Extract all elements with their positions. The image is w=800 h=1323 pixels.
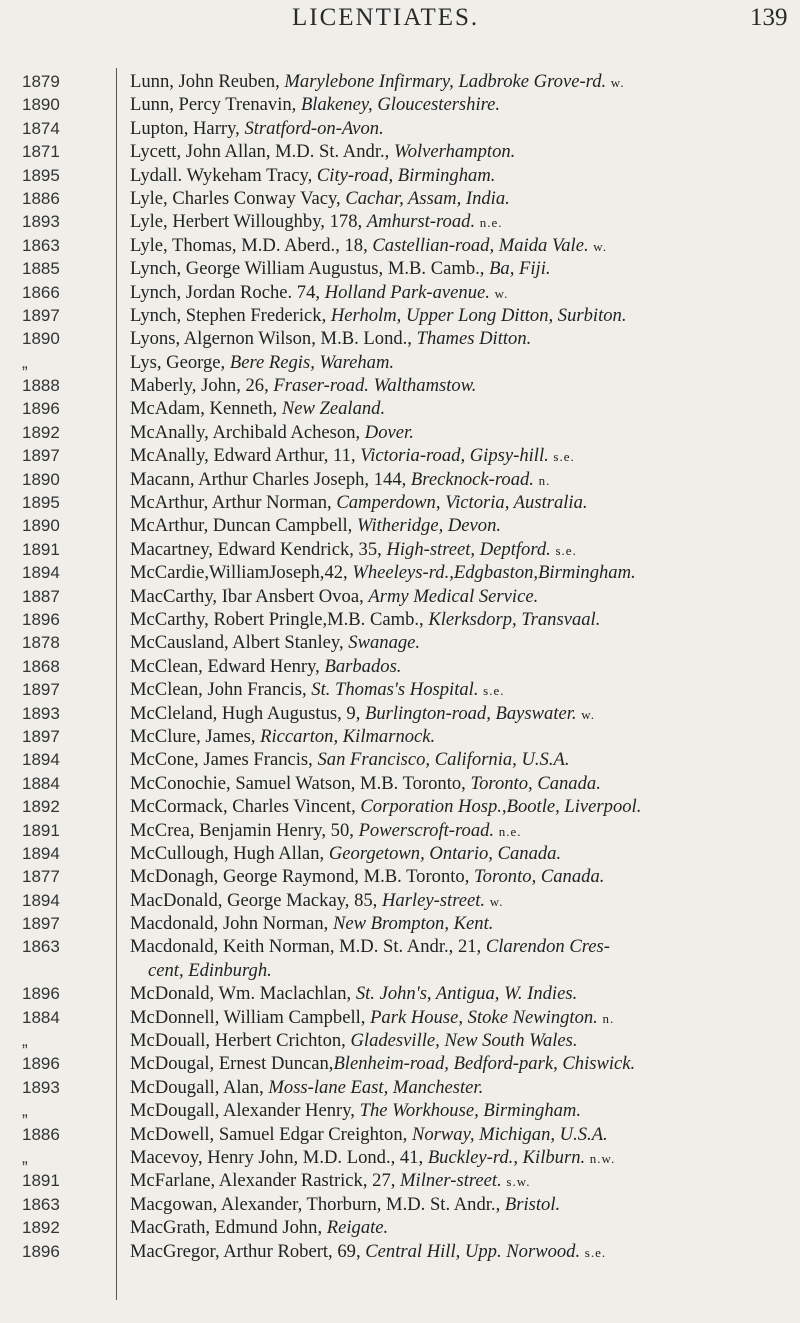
year-label: 1892 (22, 797, 60, 817)
entry-name: McClure, James, (130, 725, 261, 747)
list-item (130, 865, 792, 888)
entry-name: Maberly, John, 26, (130, 375, 274, 397)
list-item (130, 93, 792, 116)
entry-name: MacGrath, Edmund John, (130, 1217, 327, 1239)
entry-place: cent, Edinburgh. (148, 959, 272, 981)
list-item (130, 187, 792, 210)
list-item (130, 491, 792, 514)
entry-name: Lynch, George William Augustus, M.B. Camb., (130, 258, 490, 280)
entry-place: New Brompton, Kent. (332, 913, 494, 935)
list-item (130, 655, 792, 678)
entry-name: Lyle, Charles Conway Vacy, (130, 187, 346, 209)
list-item (130, 257, 792, 280)
list-item (130, 1052, 792, 1075)
entry-name: MacGregor, Arthur Robert, 69, (130, 1240, 366, 1262)
year-label: 1893 (22, 703, 60, 723)
entry-place: Toronto, Canada. (470, 772, 601, 794)
list-item (130, 585, 792, 608)
entry-place: Barbados. (324, 655, 402, 677)
entry-name: McAnally, Archibald Acheson, (130, 421, 365, 443)
entry-name: McArthur, Arthur Norman, (130, 492, 337, 514)
list-item (130, 608, 792, 631)
entry-name: Macdonald, John Norman, (130, 913, 333, 935)
list-item (130, 1216, 792, 1239)
entry-district: s.e. (553, 449, 575, 465)
entry-place: Powerscroft-road. (358, 819, 495, 841)
entry-place: Reigate. (326, 1217, 389, 1239)
entry-district: w. (610, 75, 625, 90)
entry-name: McAnally, Edward Arthur, 11, (130, 445, 361, 467)
entry-name: McClean, Edward Henry, (130, 655, 325, 677)
entry-place: Milner-street. (400, 1170, 502, 1192)
entry-name: Macann, Arthur Charles Joseph, 144, (130, 468, 411, 490)
year-label: 1863 (22, 937, 60, 957)
year-label: 1890 (22, 95, 60, 115)
list-item (130, 444, 792, 467)
entry-place: Burlington-road, Bayswater. (365, 702, 577, 724)
list-item (130, 538, 792, 561)
entry-place: Toronto, Canada. (474, 866, 605, 888)
entry-place: San Francisco, California, U.S.A. (317, 749, 570, 771)
year-label: 1868 (22, 656, 60, 676)
entry-place: Corporation Hosp.,Bootle, Liverpool. (360, 796, 642, 818)
year-label: 1884 (22, 773, 60, 793)
entry-name: McCullough, Hugh Allan, (130, 842, 329, 864)
year-label: 1897 (22, 680, 60, 700)
year-label: 1894 (22, 890, 60, 910)
entry-name: Lynch, Stephen Frederick, (130, 304, 331, 326)
year-label: 1890 (22, 329, 60, 349)
year-label: 1895 (22, 165, 60, 185)
entry-place: Park House, Stoke Newington. (370, 1006, 598, 1028)
entry-place: Wheeleys-rd.,Edgbaston,Birmingham. (352, 562, 636, 584)
list-item (130, 795, 792, 818)
entry-place: St. John's, Antigua, W. Indies. (355, 983, 578, 1005)
year-label: 1894 (22, 563, 60, 583)
entry-name: Lyle, Herbert Willoughby, 178, (130, 211, 367, 233)
year-label: 1863 (22, 235, 60, 255)
entry-place: Herholm, Upper Long Ditton, Surbiton. (330, 304, 627, 326)
entry-place: Blenheim-road, Bedford-park, Chiswick. (333, 1053, 636, 1075)
list-item (130, 1193, 792, 1216)
list-item (130, 748, 792, 771)
entry-name: Lys, George, (130, 351, 230, 373)
entry-place: Bere Regis, Wareham. (229, 351, 395, 373)
entry-name: McDougall, Alan, (130, 1076, 269, 1098)
column-rule (116, 68, 117, 1300)
entry-place: Wolverhampton. (393, 141, 516, 163)
year-label: 1896 (22, 1054, 60, 1074)
entry-name: McCleland, Hugh Augustus, 9, (130, 702, 365, 724)
entry-name: Lyons, Algernon Wilson, M.B. Lond., (130, 328, 417, 350)
entry-place: Victoria-road, Gipsy-hill. (360, 445, 549, 467)
entry-place: Blakeney, Gloucestershire. (300, 94, 501, 116)
year-label: 1891 (22, 1171, 60, 1191)
entry-name: McCardie,WilliamJoseph,42, (130, 562, 353, 584)
list-item (130, 631, 792, 654)
year-label: 1879 (22, 72, 60, 91)
entry-district: s.e. (584, 1244, 607, 1260)
entry-place: Cachar, Assam, India. (345, 187, 510, 209)
year-label: 1866 (22, 282, 60, 302)
year-label: 1891 (22, 539, 60, 559)
list-item (130, 912, 792, 935)
entry-name: MacDonald, George Mackay, 85, (130, 889, 382, 911)
list-item (130, 819, 792, 842)
year-label: 1894 (22, 750, 60, 770)
entry-place: Army Medical Service. (368, 585, 539, 607)
year-label: „ (22, 1031, 28, 1051)
entry-district: w. (581, 706, 596, 722)
entry-place: Castellian-road, Maida Vale. (372, 234, 589, 256)
entry-name: Macgowan, Alexander, Thorburn, M.D. St. Andr., (130, 1193, 505, 1215)
entry-district: n.w. (589, 1150, 616, 1166)
entry-column (130, 70, 792, 1263)
page-number: 139 (750, 4, 788, 31)
entry-name: McCrea, Benjamin Henry, 50, (130, 819, 359, 841)
year-label: 1896 (22, 399, 60, 419)
year-label: 1874 (22, 118, 60, 138)
list-item (130, 281, 792, 304)
year-label: 1877 (22, 867, 60, 887)
entry-place: City-road, Birmingham. (316, 164, 496, 186)
entry-name: McDougall, Alexander Henry, (130, 1100, 360, 1122)
list-item (130, 1099, 792, 1122)
entry-place: Clarendon Cres- (485, 936, 610, 958)
year-label: „ (22, 1101, 28, 1121)
year-label (22, 959, 98, 982)
entry-name: Lyle, Thomas, M.D. Aberd., 18, (130, 234, 373, 256)
entry-place: The Workhouse, Birmingham. (359, 1100, 582, 1122)
page-header (0, 2, 800, 36)
year-label: 1891 (22, 820, 60, 840)
list-item (130, 210, 792, 233)
entry-place: Bristol. (504, 1193, 561, 1215)
entry-district: w. (494, 285, 509, 301)
entry-district: n.e. (479, 215, 503, 231)
entry-name: McConochie, Samuel Watson, M.B. Toronto, (130, 772, 471, 794)
year-label: 1893 (22, 212, 60, 232)
entry-place: Fraser-road. Walthamstow. (273, 375, 477, 397)
year-label: 1884 (22, 1007, 60, 1027)
entry-place: Riccarton, Kilmarnock. (260, 725, 436, 747)
entry-name: McAdam, Kenneth, (130, 398, 282, 420)
entry-name: Lunn, Percy Trenavin, (130, 94, 301, 116)
entry-name: Macartney, Edward Kendrick, 35, (130, 538, 387, 560)
year-label: „ (22, 352, 28, 372)
list-item (130, 234, 792, 257)
list-item (130, 374, 792, 397)
list-item (130, 1006, 792, 1029)
list-item (130, 1123, 792, 1146)
entry-place: Holland Park-avenue. (324, 281, 490, 303)
entry-place: Norway, Michigan, U.S.A. (411, 1123, 608, 1145)
list-item (130, 1169, 792, 1192)
entry-name: Macdonald, Keith Norman, M.D. St. Andr., 21, (130, 936, 486, 958)
entry-name: Lunn, John Reuben, (130, 71, 285, 92)
list-item (130, 117, 792, 140)
entry-district: n.e. (498, 823, 522, 839)
entry-place: Gladesville, New South Wales. (350, 1030, 578, 1052)
list-item (130, 327, 792, 350)
entry-place: Harley-street. (381, 889, 486, 911)
list-item (130, 468, 792, 491)
entry-name: Macevoy, Henry John, M.D. Lond., 41, (130, 1146, 428, 1168)
year-label: „ (22, 1147, 28, 1167)
entry-name: McDowell, Samuel Edgar Creighton, (130, 1123, 412, 1145)
list-item (130, 140, 792, 163)
list-item (130, 982, 792, 1005)
entry-place: St. Thomas's Hospital. (311, 679, 479, 701)
year-label: 1878 (22, 633, 60, 653)
year-label: 1896 (22, 1241, 60, 1261)
year-label: 1890 (22, 516, 60, 536)
year-label: 1897 (22, 446, 60, 466)
list-item (130, 1029, 792, 1052)
entry-place: Swanage. (348, 632, 421, 654)
list-item (130, 935, 792, 958)
list-item (130, 1146, 792, 1169)
entry-district: w. (593, 238, 608, 254)
list-item (130, 702, 792, 725)
running-title: LICENTIATES. (292, 4, 480, 31)
entry-district: w. (489, 893, 504, 909)
list-item (130, 421, 792, 444)
list-item (130, 304, 792, 327)
year-label: 1885 (22, 259, 60, 279)
entry-place: Camperdown, Victoria, Australia. (336, 492, 588, 514)
year-label: 1894 (22, 843, 60, 863)
year-label: 1892 (22, 1218, 60, 1238)
list-item (130, 959, 792, 982)
year-label: 1871 (22, 142, 60, 162)
entry-place: Central Hill, Upp. Norwood. (365, 1240, 581, 1262)
entry-place: Georgetown, Ontario, Canada. (328, 842, 562, 864)
entry-name: McFarlane, Alexander Rastrick, 27, (130, 1170, 401, 1192)
entry-district: s.e. (555, 542, 577, 558)
entry-name: McDouall, Herbert Crichton, (130, 1030, 351, 1052)
list-item (130, 725, 792, 748)
list-item (130, 70, 792, 93)
entry-name: Lydall. Wykeham Tracy, (130, 164, 317, 186)
year-label: 1887 (22, 586, 60, 606)
year-label: 1896 (22, 984, 60, 1004)
list-item (130, 1076, 792, 1099)
entry-name: McCone, James Francis, (130, 749, 318, 771)
year-label: 1895 (22, 493, 60, 513)
entry-name: McDonald, Wm. Maclachlan, (130, 983, 356, 1005)
year-column (22, 70, 98, 1263)
entry-district: n. (538, 472, 551, 488)
entry-place: Brecknock-road. (410, 468, 534, 490)
year-label: 1897 (22, 726, 60, 746)
entry-name: Lupton, Harry, (130, 117, 245, 139)
year-label: 1886 (22, 188, 60, 208)
list-item (130, 772, 792, 795)
year-label: 1896 (22, 609, 60, 629)
entry-place: Klerksdorp, Transvaal. (428, 608, 601, 630)
list-item (130, 1240, 792, 1263)
entry-place: Witheridge, Devon. (356, 515, 502, 537)
entry-place: Dover. (364, 421, 414, 443)
entry-place: New Zealand. (281, 398, 386, 420)
entry-name: Lycett, John Allan, M.D. St. Andr., (130, 141, 394, 163)
entry-name: McDonagh, George Raymond, M.B. Toronto, (130, 866, 475, 888)
list-item (130, 561, 792, 584)
list-item (130, 164, 792, 187)
list-item (130, 842, 792, 865)
entry-place: Moss-lane East, Manchester. (268, 1076, 484, 1098)
list-item (130, 397, 792, 420)
entry-place: Amhurst-road. (366, 211, 476, 233)
list-item (130, 514, 792, 537)
year-label: 1890 (22, 469, 60, 489)
entry-name: McArthur, Duncan Campbell, (130, 515, 357, 537)
entry-name: McCarthy, Robert Pringle,M.B. Camb., (130, 608, 429, 630)
year-label: 1888 (22, 376, 60, 396)
list-item (130, 351, 792, 374)
entry-place: Thames Ditton. (416, 328, 532, 350)
year-label: 1886 (22, 1124, 60, 1144)
entry-name: McCausland, Albert Stanley, (130, 632, 349, 654)
year-label: 1897 (22, 914, 60, 934)
entry-place: Ba, Fiji. (489, 258, 551, 280)
year-label: 1893 (22, 1077, 60, 1097)
year-label: 1897 (22, 305, 60, 325)
entry-place: High-street, Deptford. (386, 538, 551, 560)
entry-district: s.w. (506, 1174, 531, 1190)
entry-name: McDougal, Ernest Duncan, (130, 1053, 334, 1075)
entry-district: n. (602, 1010, 615, 1026)
entry-place: Stratford-on-Avon. (244, 117, 384, 139)
list-item (130, 889, 792, 912)
year-label: 1892 (22, 422, 60, 442)
entry-name: MacCarthy, Ibar Ansbert Ovoa, (130, 585, 369, 607)
list-item (130, 678, 792, 701)
entry-place: Marylebone Infirmary, Ladbroke Grove-rd. (284, 71, 607, 92)
entry-name: McClean, John Francis, (130, 679, 312, 701)
entry-name: Lynch, Jordan Roche. 74, (130, 281, 325, 303)
entry-name: McCormack, Charles Vincent, (130, 796, 361, 818)
year-label: 1863 (22, 1194, 60, 1214)
entry-name: McDonnell, William Campbell, (130, 1006, 371, 1028)
entry-place: Buckley-rd., Kilburn. (427, 1146, 586, 1168)
entry-district: s.e. (483, 683, 505, 699)
